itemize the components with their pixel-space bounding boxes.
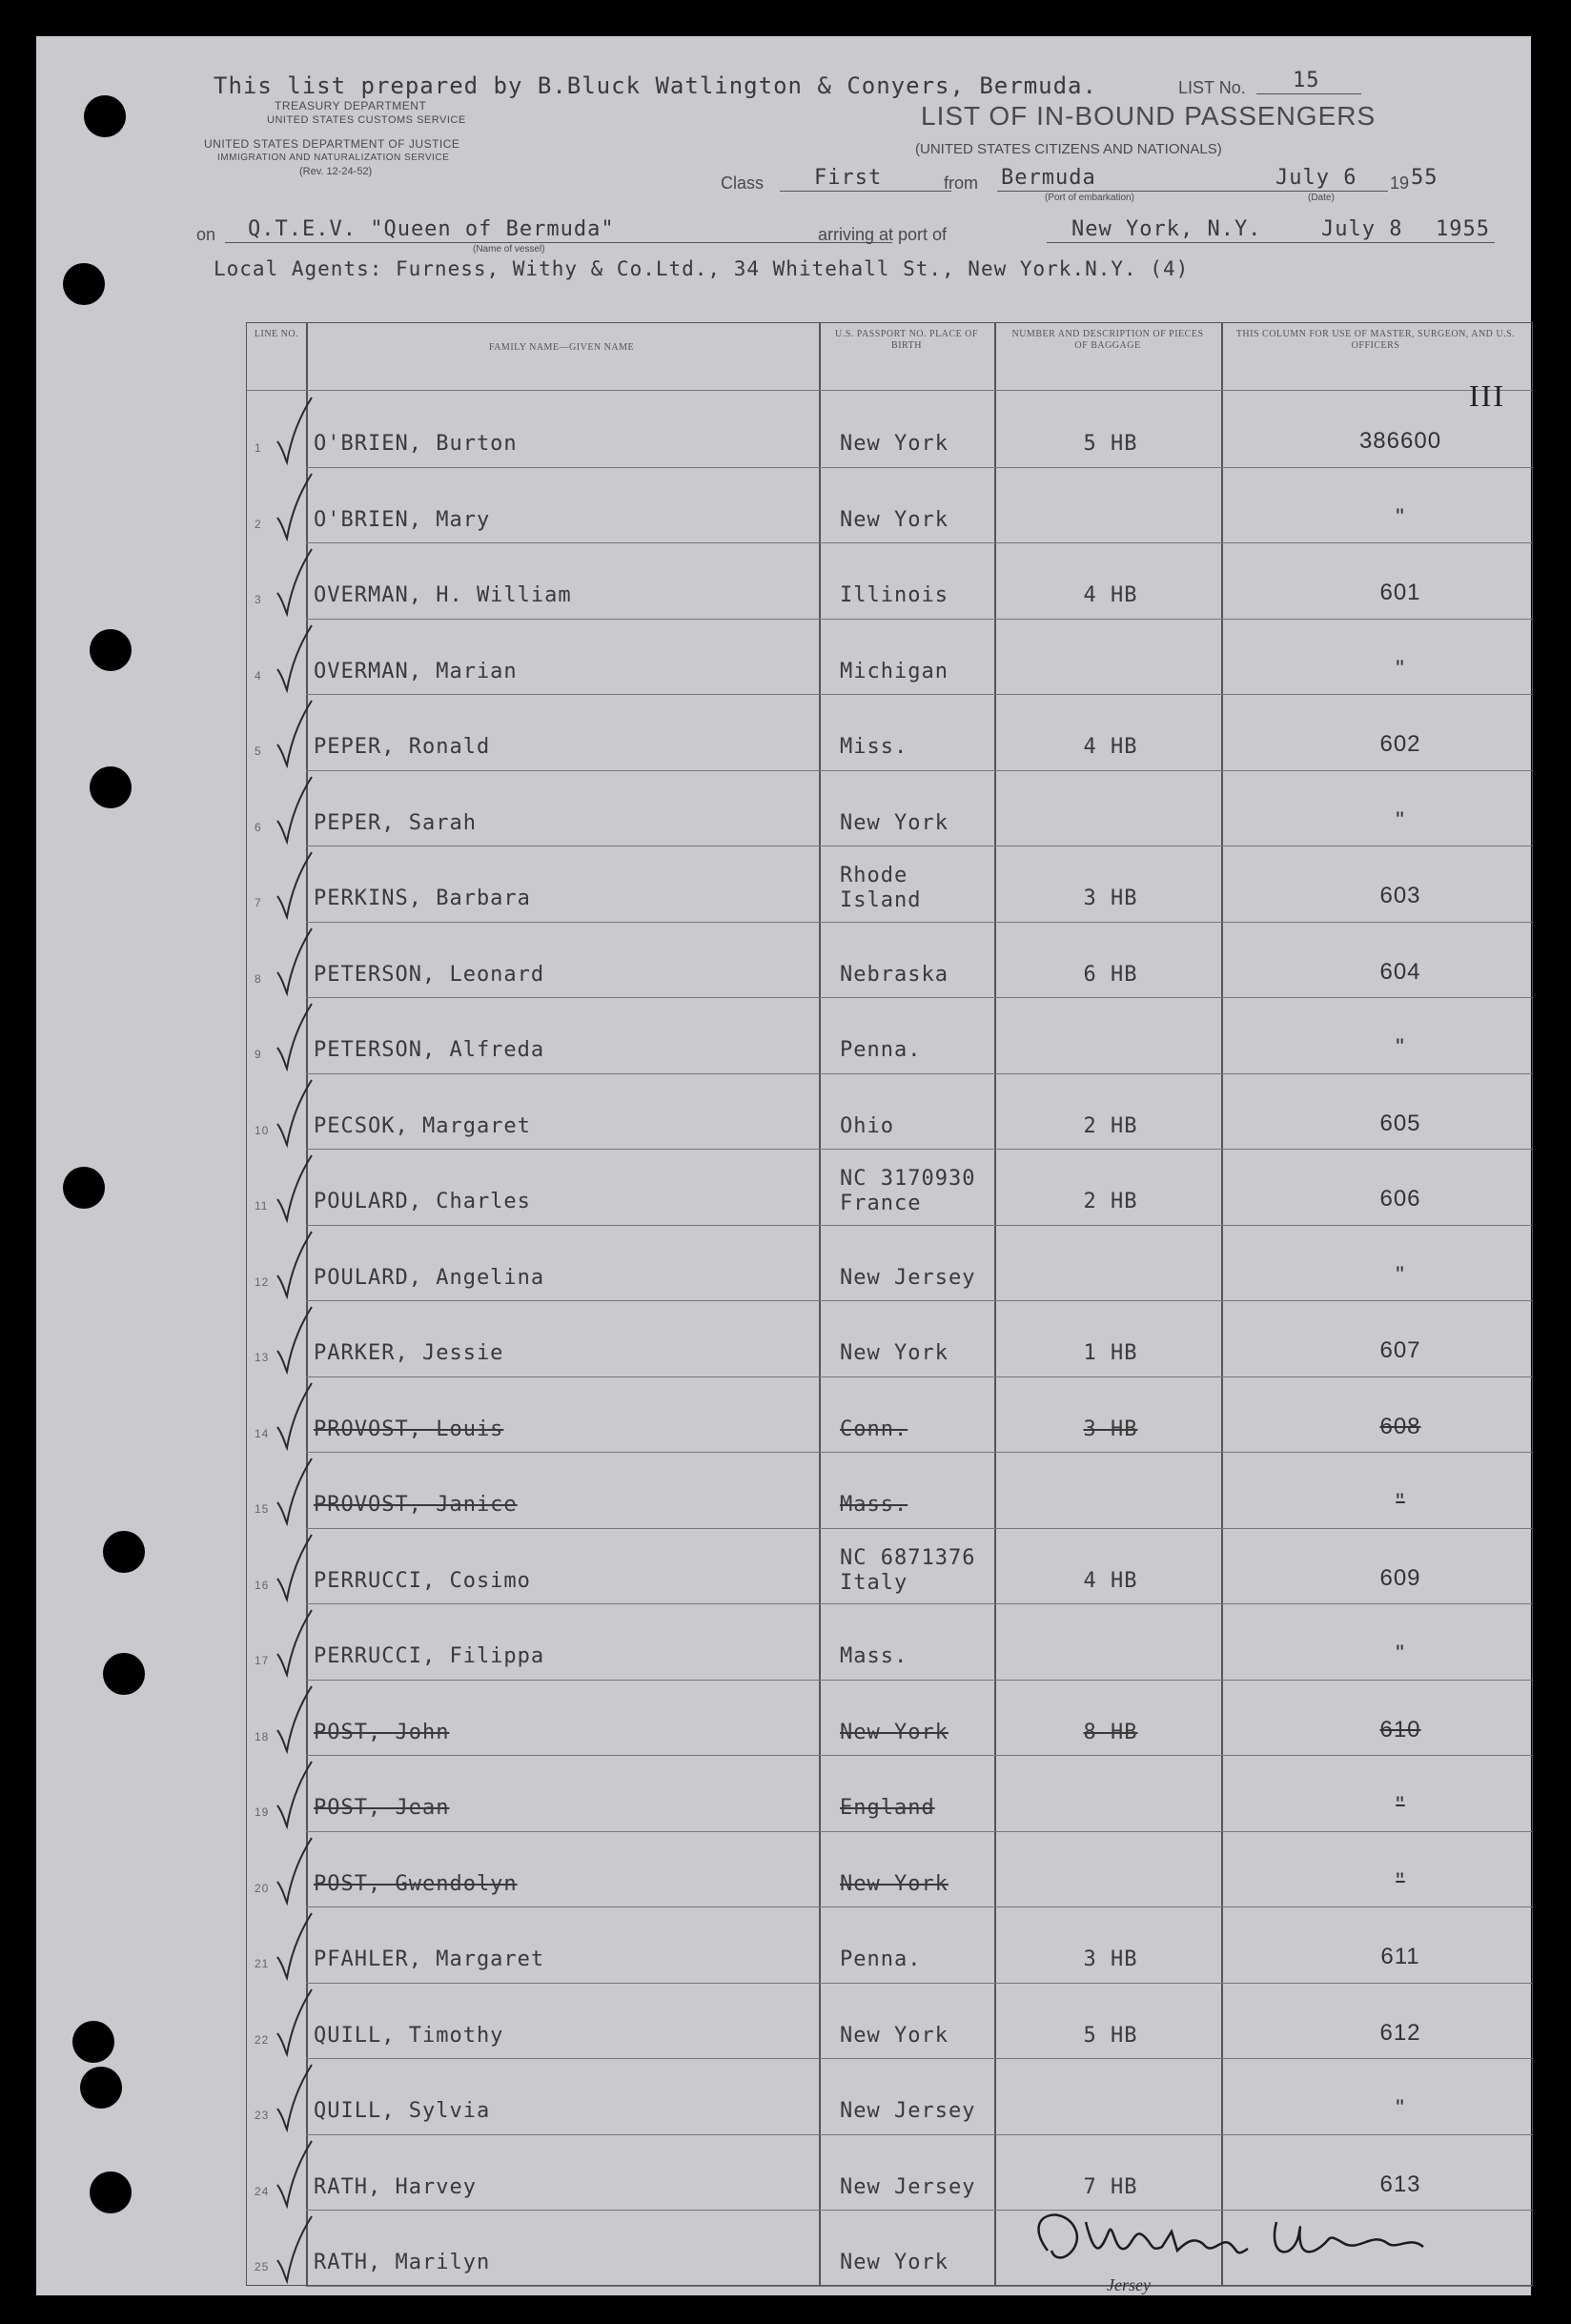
officer-entry: 609 [1379,1564,1421,1591]
officer-entry: " [1396,1489,1405,1515]
birthplace: Michigan [840,659,949,683]
passenger-name: PETERSON, Leonard [314,962,545,987]
col-passport: U.S. PASSPORT NO. PLACE OF BIRTH [835,329,978,351]
arrival-port-value: New York, N.Y. [1071,217,1262,241]
officer-entry: " [1396,1867,1405,1894]
form-immigration: IMMIGRATION AND NATURALIZATION SERVICE [217,153,450,163]
officer-entry: " [1396,1261,1405,1288]
passenger-name: PEPER, Sarah [314,810,477,835]
passenger-row [247,1529,1532,1604]
passenger-name: RATH, Marilyn [314,2251,491,2274]
officer-entry: 602 [1379,731,1421,757]
signature-image [1010,2193,1486,2279]
checkmark-icon [270,620,317,694]
baggage-count: 1 HB [1083,1341,1138,1365]
checkmark-icon [270,998,317,1072]
line-number: 20 [255,1881,270,1895]
line-number: 12 [255,1274,270,1289]
list-no-value: 15 [1293,69,1320,92]
list-no-label: LIST No. [1178,78,1246,97]
checkmark-icon [270,1074,317,1149]
birthplace: NC 3170930 France [840,1167,976,1215]
passenger-row [247,771,1532,846]
line-number: 6 [255,820,262,834]
vessel-caption: (Name of vessel) [473,244,545,255]
officer-entry: " [1396,806,1405,833]
birthplace: NC 6871376 Italy [840,1545,976,1595]
year-value: 55 [1411,166,1438,190]
checkmark-icon [270,1681,317,1755]
baggage-count: 4 HB [1083,735,1138,759]
passenger-name: PERRUCCI, Cosimo [314,1568,531,1593]
passenger-name: PROVOST, Louis [314,1417,504,1441]
checkmark-icon [270,923,317,997]
line-number: 9 [255,1048,262,1061]
officer-entry: 604 [1379,958,1421,985]
line-number: 7 [255,896,262,909]
birthplace: New York [840,1871,949,1896]
officer-entry: 610 [1379,1716,1421,1743]
col-officers: THIS COLUMN FOR USE OF MASTER, SURGEON, AND U.S. OFFICERS [1235,329,1516,351]
checkmark-icon [270,1301,317,1376]
line-number: 21 [255,1957,270,1970]
passenger-row [247,543,1532,619]
passenger-name: POULARD, Angelina [314,1265,545,1290]
passenger-name: POULARD, Charles [314,1190,531,1213]
binder-hole [103,1531,145,1573]
binder-hole [63,1167,105,1209]
line-number: 15 [255,1502,270,1516]
officer-entry: " [1396,2095,1405,2121]
passenger-row [247,1832,1532,1907]
form-justice: UNITED STATES DEPARTMENT OF JUSTICE [204,137,460,151]
checkmark-icon [270,1226,317,1300]
baggage-count: 7 HB [1083,2174,1138,2199]
baggage-count: 4 HB [1083,583,1138,607]
checkmark-icon [270,846,317,921]
col-line-no: LINE NO. [254,329,299,339]
birthplace: New York [840,1341,949,1365]
birthplace: Rhode Island [840,864,922,912]
birthplace: New York [840,810,949,835]
from-label: from [944,173,978,193]
birthplace: Nebraska [840,962,949,987]
checkmark-icon [270,1150,317,1224]
checkmark-icon [270,1756,317,1830]
officer-entry: 608 [1379,1413,1421,1439]
port-caption: (Port of embarkation) [1045,193,1134,203]
year-prefix: 19 [1390,173,1410,193]
officer-entry: 607 [1379,1337,1421,1363]
line-number: 25 [255,2260,270,2273]
checkmark-icon [270,1604,317,1679]
passenger-row [247,846,1532,922]
birthplace: New York [840,507,949,532]
passenger-row [247,1074,1532,1150]
birthplace: New York [840,1720,949,1744]
baggage-count: 6 HB [1083,962,1138,987]
checkmark-icon [270,1453,317,1527]
officer-entry: 606 [1379,1186,1421,1212]
passenger-row [247,695,1532,770]
officer-entry: " [1396,1792,1405,1818]
arrival-year-value: 1955 [1436,217,1490,241]
passenger-row [247,923,1532,998]
handwritten-correction: Jersey [1107,2275,1151,2294]
passenger-name: PECSOK, Margaret [314,1113,531,1138]
birthplace: Ohio [840,1113,894,1138]
passenger-name: PFAHLER, Margaret [314,1947,545,1971]
on-label: on [196,225,216,244]
checkmark-icon [270,2135,317,2210]
passenger-name: PROVOST, Janice [314,1493,518,1517]
passenger-name: O'BRIEN, Mary [314,507,491,532]
checkmark-icon [270,771,317,846]
checkmark-icon [270,2211,317,2285]
officer-mark: III [1469,378,1505,413]
birthplace: New Jersey [840,1265,976,1290]
checkmark-icon [270,468,317,542]
line-number: 13 [255,1351,270,1364]
binder-hole [80,2067,122,2109]
binder-hole [90,2171,132,2213]
line-number: 1 [255,441,262,455]
baggage-count: 3 HB [1083,1417,1138,1441]
line-number: 14 [255,1426,270,1440]
binder-hole [84,95,126,137]
line-number: 8 [255,971,262,986]
binder-hole [90,766,132,808]
birthplace: Illinois [840,583,949,607]
line-number: 16 [255,1578,270,1592]
binder-hole [90,629,132,671]
baggage-count: 5 HB [1083,2023,1138,2048]
passenger-name: POST, Gwendolyn [314,1871,518,1896]
passenger-row [247,1604,1532,1680]
baggage-count: 3 HB [1083,887,1138,910]
birthplace: New Jersey [840,2099,976,2123]
officer-entry: 386600 [1358,428,1442,454]
row-rule [306,2286,1532,2287]
line-number: 10 [255,1123,270,1137]
checkmark-icon [270,1832,317,1906]
passenger-name: O'BRIEN, Burton [314,432,518,456]
birthplace: Mass. [840,1493,908,1517]
col-baggage: NUMBER AND DESCRIPTION OF PIECES OF BAGGAGE [1011,329,1204,351]
checkmark-icon [270,1377,317,1452]
passenger-row [247,1150,1532,1225]
arriving-label: arriving at port of [818,225,948,244]
officer-entry: 603 [1379,883,1421,908]
passenger-table [246,322,1533,2294]
binder-hole [63,263,105,305]
birthplace: Conn. [840,1417,908,1441]
birthplace: England [840,1796,935,1820]
passenger-row [247,468,1532,543]
line-number: 11 [255,1199,269,1213]
officer-entry: 611 [1380,1944,1420,1969]
birthplace: Penna. [840,1038,922,1062]
passenger-name: OVERMAN, Marian [314,659,518,683]
col-name: FAMILY NAME—GIVEN NAME [488,342,635,353]
line-number: 4 [255,668,262,683]
passenger-row [247,1681,1532,1756]
checkmark-icon [270,1529,317,1603]
class-value: First [814,166,883,190]
class-label: Class [721,173,765,193]
passenger-name: QUILL, Sylvia [314,2099,491,2123]
line-number: 18 [255,1729,270,1743]
line-number: 23 [255,2109,270,2122]
prepared-by-line: This list prepared by B.Bluck Watlington & Conyers, Bermuda. [214,72,1097,99]
passenger-row [247,620,1532,695]
date-value: July 6 [1275,166,1357,190]
officer-entry: 612 [1379,2019,1421,2046]
passenger-list-sheet [36,36,1531,2295]
officer-entry: 605 [1379,1110,1421,1136]
baggage-count: 8 HB [1083,1720,1138,1744]
list-title: LIST OF IN-BOUND PASSENGERS [921,101,1377,131]
line-number: 2 [255,517,262,531]
passenger-row [247,2059,1532,2134]
passenger-name: QUILL, Timothy [314,2023,504,2048]
officer-entry: " [1396,655,1405,682]
checkmark-icon [270,1907,317,1982]
checkmark-icon [270,1984,317,2058]
form-rev: (Rev. 12-24-52) [299,166,373,177]
list-subtitle: (UNITED STATES CITIZENS AND NATIONALS) [915,141,1222,157]
officer-entry: 601 [1379,580,1421,605]
passenger-name: PERRUCCI, Filippa [314,1644,545,1668]
passenger-name: PETERSON, Alfreda [314,1038,545,1062]
checkmark-icon [270,2059,317,2133]
passenger-name: POST, Jean [314,1796,450,1820]
passenger-name: POST, John [314,1720,450,1744]
binder-hole [103,1653,145,1695]
checkmark-icon [270,543,317,618]
passenger-row [247,1984,1532,2059]
passenger-name: PARKER, Jessie [314,1341,504,1365]
officer-entry: 613 [1379,2171,1421,2197]
baggage-count: 4 HB [1083,1568,1138,1593]
birthplace: Penna. [840,1947,922,1971]
passenger-row [247,1907,1532,1983]
passenger-name: OVERMAN, H. William [314,583,572,607]
baggage-count: 5 HB [1083,432,1138,456]
passenger-row [247,1301,1532,1376]
form-service: UNITED STATES CUSTOMS SERVICE [267,114,466,126]
baggage-count: 2 HB [1083,1190,1138,1213]
form-department: TREASURY DEPARTMENT [275,99,427,112]
baggage-count: 3 HB [1083,1947,1138,1971]
line-number: 3 [255,593,262,606]
line-number: 17 [255,1654,270,1667]
baggage-count: 2 HB [1083,1113,1138,1138]
line-number: 19 [255,1805,270,1819]
passenger-row [247,1226,1532,1301]
passenger-row [247,1453,1532,1528]
line-number: 5 [255,744,262,758]
birthplace: New Jersey [840,2174,976,2199]
birthplace: New York [840,2023,949,2048]
passenger-name: RATH, Harvey [314,2174,477,2199]
checkmark-icon [270,392,317,466]
binder-hole [72,2021,114,2063]
birthplace: Mass. [840,1644,908,1668]
passenger-row [247,392,1532,467]
birthplace: New York [840,2251,949,2274]
date-caption: (Date) [1308,193,1335,203]
birthplace: Miss. [840,735,908,759]
birthplace: New York [840,432,949,456]
passenger-name: PEPER, Ronald [314,735,491,759]
checkmark-icon [270,695,317,769]
passenger-name: PERKINS, Barbara [314,887,531,910]
from-value: Bermuda [1001,166,1096,190]
officer-entry: " [1396,503,1405,530]
passenger-row [247,1756,1532,1831]
passenger-row [247,998,1532,1073]
line-number: 22 [255,2032,270,2047]
local-agents-line: Local Agents: Furness, Withy & Co.Ltd., 34 Whitehall St., New York.N.Y. (4) [214,257,1190,280]
line-number: 24 [255,2184,270,2198]
officer-entry: " [1396,1641,1405,1666]
vessel-value: Q.T.E.V. "Queen of Bermuda" [248,217,615,241]
officer-entry: " [1396,1034,1405,1060]
passenger-row [247,1377,1532,1453]
arrival-date-value: July 8 [1321,217,1403,241]
